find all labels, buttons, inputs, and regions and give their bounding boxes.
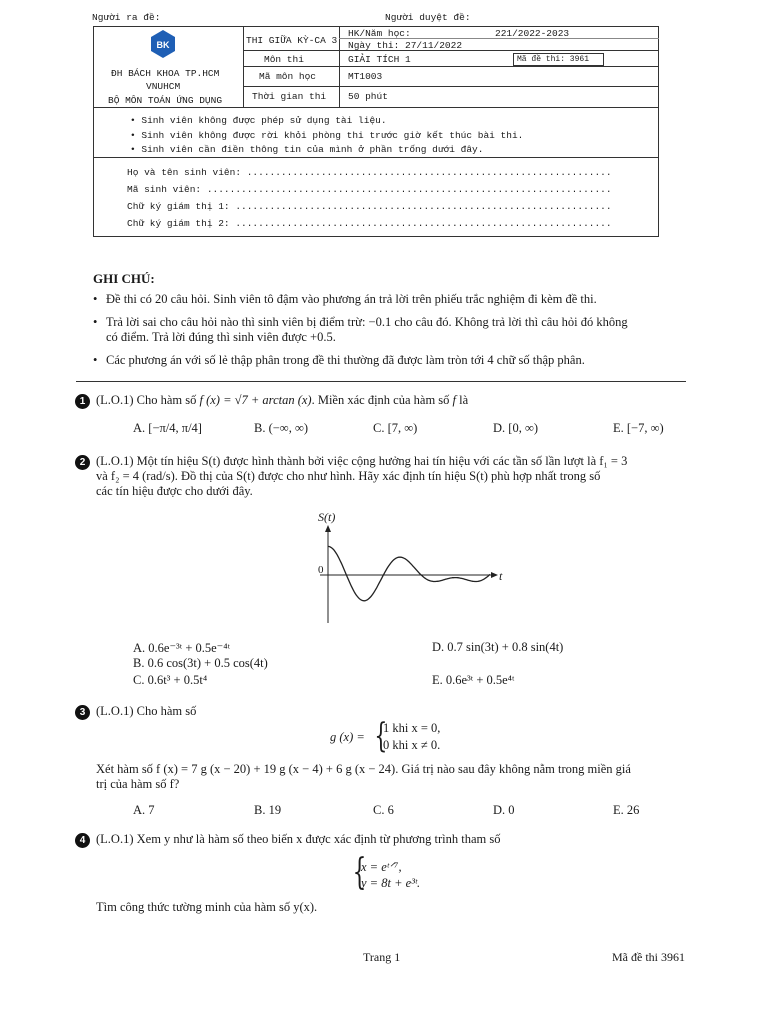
footer-exam-code: Mã đề thi 3961 bbox=[612, 950, 685, 964]
q4-eq-1: x = eᵗᐟ⁷, bbox=[361, 860, 402, 874]
university-name: ĐH BÁCH KHOA TP.HCM bbox=[111, 68, 220, 79]
q1-text: (L.O.1) Cho hàm số f (x) = √7 + arctan (x). Miền xác định của hàm số f là bbox=[96, 393, 469, 407]
duration-value: 50 phút bbox=[348, 91, 388, 102]
q4-line-1: (L.O.1) Xem y như là hàm số theo biến x được xác định từ phương trình tham số bbox=[96, 832, 501, 846]
q3-option-d[interactable]: D. 0 bbox=[493, 803, 515, 817]
logo-text: BK bbox=[156, 40, 170, 50]
duration-label: Thời gian thi bbox=[252, 91, 327, 102]
exam-name: THI GIỮA KỲ-CA 3 bbox=[246, 35, 338, 46]
q3-line-2: trị của hàm số f? bbox=[96, 777, 180, 791]
field-student-id[interactable]: Mã sinh viên: ....................................................................... bbox=[127, 184, 612, 195]
q2-line-1: (L.O.1) Một tín hiệu S(t) được hình thành bởi việc cộng hưởng hai tín hiệu với các tần số lần lượt là f₁ = 3 bbox=[96, 454, 628, 468]
q4-line-2: Tìm công thức tường minh của hàm số y(x). bbox=[96, 900, 318, 914]
author-label: Người ra đề: bbox=[92, 12, 161, 23]
page-number: Trang 1 bbox=[363, 950, 401, 964]
note-2a: Trả lời sai cho câu hỏi nào thì sinh viên bị điểm trừ: −0.1 cho câu đó. Không trả lời thì câu hỏi đó không bbox=[106, 315, 628, 329]
q2-line-3: các tín hiệu được cho dưới đây. bbox=[96, 484, 253, 498]
q2-option-e[interactable]: E. 0.6e³ᵗ + 0.5e⁴ᵗ bbox=[432, 673, 515, 687]
q2-option-a[interactable]: A. 0.6e⁻³ᵗ + 0.5e⁻⁴ᵗ bbox=[133, 641, 231, 655]
rule-2: • Sinh viên không được rời khỏi phòng thi trước giờ kết thúc bài thi. bbox=[130, 130, 524, 141]
signal-curve bbox=[328, 546, 490, 600]
notes-title: GHI CHÚ: bbox=[93, 271, 155, 286]
vnuhcm-label: VNUHCM bbox=[146, 81, 181, 92]
q2-option-c[interactable]: C. 0.6t³ + 0.5t⁴ bbox=[133, 673, 208, 687]
graph-y-label: S(t) bbox=[318, 510, 336, 524]
semester-label: HK/Năm học: bbox=[348, 28, 411, 39]
rule-3: • Sinh viên cần điền thông tin của mình ở phần trống dưới đây. bbox=[130, 144, 484, 155]
note-bullet-1: • bbox=[93, 292, 98, 306]
note-bullet-3: • bbox=[93, 353, 98, 367]
graph-y-arrow bbox=[325, 525, 331, 532]
field-student-name[interactable]: Họ và tên sinh viên: ................................................................ bbox=[127, 167, 612, 178]
q3-case-1: 1 khi x = 0, bbox=[383, 721, 441, 735]
section-divider bbox=[76, 381, 686, 382]
subject-label: Môn thi bbox=[264, 54, 304, 65]
q3-option-e[interactable]: E. 26 bbox=[613, 803, 640, 817]
q3-intro: (L.O.1) Cho hàm số bbox=[96, 704, 197, 718]
q3-line-1: Xét hàm số f (x) = 7 g (x − 20) + 19 g (x − 4) + 6 g (x − 24). Giá trị nào sau đây không nằm trong miền giá bbox=[96, 762, 631, 776]
q2-option-b[interactable]: B. 0.6 cos(3t) + 0.5 cos(4t) bbox=[133, 656, 268, 670]
q1-option-a[interactable]: A. [−π/4, π/4] bbox=[133, 421, 202, 435]
graph-x-arrow bbox=[491, 572, 498, 578]
q3-option-c[interactable]: C. 6 bbox=[373, 803, 394, 817]
q3-brace: { bbox=[374, 716, 388, 756]
note-3: Các phương án với số lẻ thập phân trong đề thi thường đã được làm tròn tới 4 chữ số thập phân. bbox=[106, 353, 585, 367]
note-2b: có điểm. Trả lời đúng thì sinh viên được +0.5. bbox=[106, 330, 336, 344]
q4-brace: { bbox=[352, 852, 367, 893]
field-proctor-1[interactable]: Chữ ký giám thị 1: .................................................................. bbox=[127, 201, 612, 212]
rule-1: • Sinh viên không được phép sử dụng tài liệu. bbox=[130, 115, 387, 126]
note-bullet-2: • bbox=[93, 315, 98, 329]
note-1: Đề thi có 20 câu hỏi. Sinh viên tô đậm vào phương án trả lời trên phiếu trắc nghiệm đi kèm đề thi. bbox=[106, 292, 597, 306]
subject-value: GIẢI TÍCH 1 bbox=[348, 54, 411, 65]
q3-option-b[interactable]: B. 19 bbox=[254, 803, 282, 817]
q3-option-a[interactable]: A. 7 bbox=[133, 803, 155, 817]
exam-code-box: Mã đề thi: 3961 bbox=[513, 53, 604, 66]
semester-value: 221/2022-2023 bbox=[495, 28, 570, 39]
q1-option-e[interactable]: E. [−7, ∞) bbox=[613, 421, 664, 435]
graph-x-label: t bbox=[499, 569, 503, 583]
university-logo bbox=[150, 29, 176, 59]
exam-date: Ngày thi: 27/11/2022 bbox=[348, 40, 463, 51]
reviewer-label: Người duyệt đề: bbox=[385, 12, 471, 23]
graph-zero-label: 0 bbox=[318, 564, 324, 576]
q3-g-def: g (x) = bbox=[330, 730, 365, 744]
question-number-3: 3 bbox=[75, 705, 90, 720]
q3-case-2: 0 khi x ≠ 0. bbox=[383, 738, 441, 752]
department-name: BỘ MÔN TOÁN ỨNG DỤNG bbox=[108, 95, 223, 106]
field-proctor-2[interactable]: Chữ ký giám thị 2: .................................................................. bbox=[127, 218, 612, 229]
question-number-1: 1 bbox=[75, 394, 90, 409]
signal-graph bbox=[300, 505, 520, 630]
q1-option-b[interactable]: B. (−∞, ∞) bbox=[254, 421, 309, 435]
q4-eq-2: y = 8t + e³ᵗ. bbox=[361, 876, 421, 890]
course-code-value: MT1003 bbox=[348, 71, 383, 82]
question-number-4: 4 bbox=[75, 833, 90, 848]
q1-option-d[interactable]: D. [0, ∞) bbox=[493, 421, 539, 435]
q2-line-2: và f₂ = 4 (rad/s). Đồ thị của S(t) được cho như hình. Hãy xác định tín hiệu S(t) phù hợp nhất trong số bbox=[96, 469, 601, 483]
q2-option-d[interactable]: D. 0.7 sin(3t) + 0.8 sin(4t) bbox=[432, 640, 564, 654]
question-number-2: 2 bbox=[75, 455, 90, 470]
course-code-label: Mã môn học bbox=[259, 71, 317, 82]
q1-option-c[interactable]: C. [7, ∞) bbox=[373, 421, 418, 435]
